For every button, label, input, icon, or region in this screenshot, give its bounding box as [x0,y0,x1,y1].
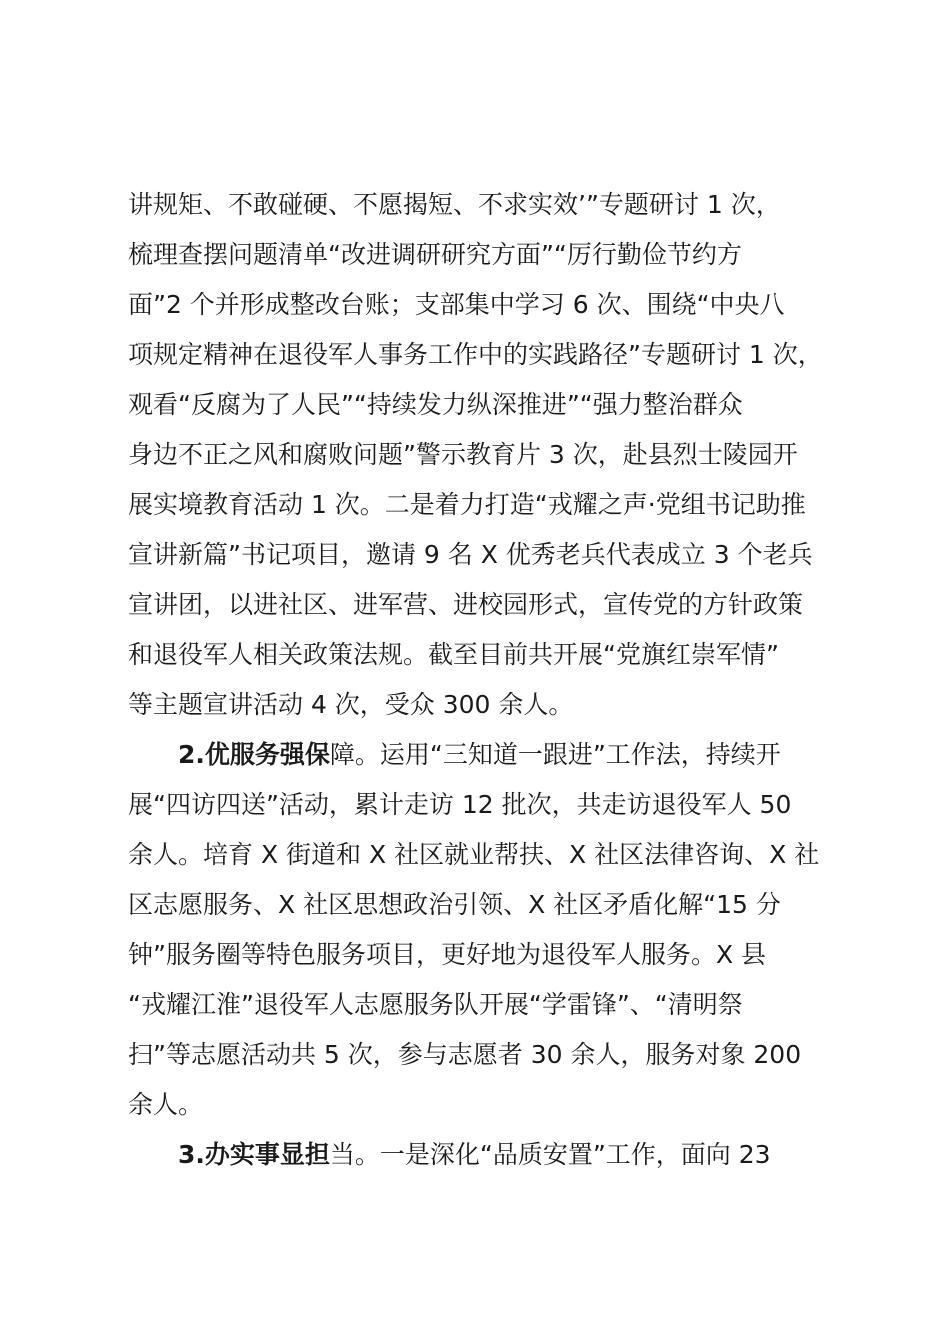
text-line: 宣讲团，以进社区、进军营、进校园形式，宣传党的方针政策 [128,590,804,619]
paragraph-1 [128,180,848,730]
paragraph-2 [128,730,848,1130]
text-run: 当。一是深化“品质安置”工作，面向 23 [329,1140,771,1169]
paragraph-3-first-line [128,1130,848,1180]
text-line: 宣讲新篇”书记项目，邀请 9 名 X 优秀老兵代表成立 3 个老兵 [128,540,813,569]
paragraph-3 [128,1130,848,1180]
text-line: 面”2 个并形成整改台账；支部集中学习 6 次、围绕“中央八 [128,290,785,319]
text-line: 项规定精神在退役军人事务工作中的实践路径”专题研讨 1 次， [128,340,823,369]
text-line: 身边不正之风和腐败问题”警示教育片 3 次，赴县烈士陵园开 [128,440,798,469]
text-line: 讲规矩、不敢碰硬、不愿揭短、不求实效’”专题研讨 1 次， [128,190,781,219]
text-line: 余人。 [128,1090,204,1119]
text-run: 障。运用“三知道一跟进”工作法，持续开 [329,740,781,769]
text-line: 钟”服务圈等特色服务项目，更好地为退役军人服务。X 县 [128,940,767,969]
text-line: 展“四访四送”活动，累计走访 12 批次，共走访退役军人 50 [128,790,792,819]
text-line: 余人。培育 X 街道和 X 社区就业帮扶、X 社区法律咨询、X 社 [128,840,820,869]
text-line: 扫”等志愿活动共 5 次，参与志愿者 30 余人，服务对象 200 [128,1040,802,1069]
body-text [128,180,848,1180]
section-heading-3: 3.办实事显担 [178,1140,330,1169]
text-line: “戎耀江淮”退役军人志愿服务队开展“学雷锋”、“清明祭 [128,990,743,1019]
text-line: 梳理查摆问题清单“改进调研研究方面”“厉行勤俭节约方 [128,240,742,269]
text-line: 和退役军人相关政策法规。截至目前共开展“党旗红崇军情” [128,640,779,669]
text-line: 展实境教育活动 1 次。二是着力打造“戎耀之声·党组书记助推 [128,490,806,519]
text-line: 等主题宣讲活动 4 次，受众 300 余人。 [128,690,574,719]
text-line: 区志愿服务、X 社区思想政治引领、X 社区矛盾化解“15 分 [128,890,781,919]
paragraph-2-first-line [128,730,848,780]
text-line: 观看“反腐为了人民”“持续发力纵深推进”“强力整治群众 [128,390,743,419]
section-heading-2: 2.优服务强保 [178,740,330,769]
